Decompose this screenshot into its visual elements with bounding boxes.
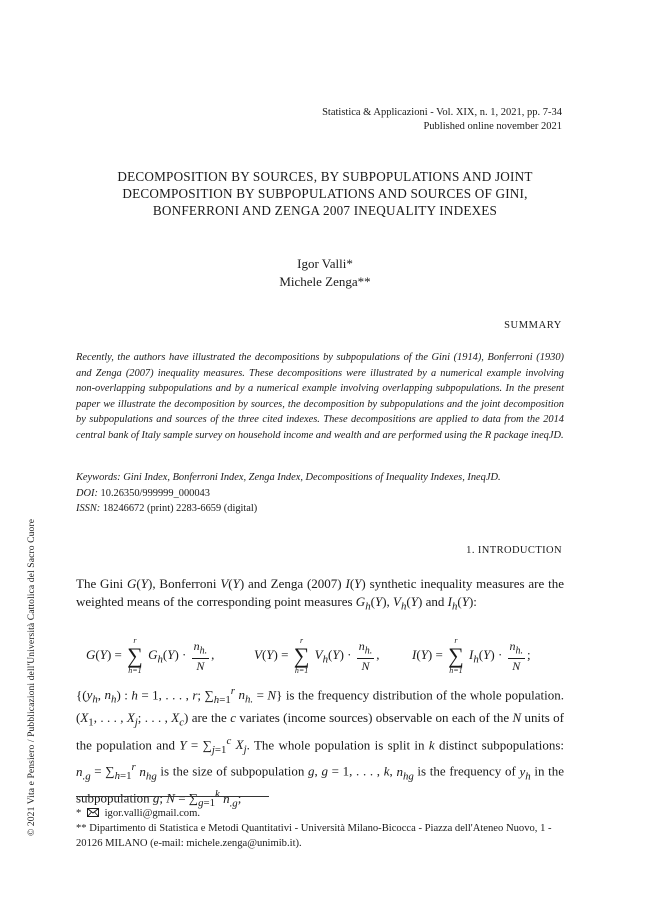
author-2: Michele Zenga**	[279, 274, 371, 289]
paper-title	[60, 168, 590, 219]
summary-heading: SUMMARY	[504, 320, 562, 331]
intro-text: units of the population and	[76, 709, 564, 752]
equation-zenga: I(Y) = r ∑ h=1 $I_h(Y)$ · $\frac{n_{h.}}{N}$ ;	[412, 636, 531, 675]
doi-label: DOI:	[76, 487, 98, 499]
footnotes-block	[76, 806, 566, 851]
intro-text: and Zenga (2007)	[244, 576, 346, 591]
footnote-separator	[76, 796, 269, 797]
section-heading: 1. INTRODUCTION	[466, 545, 562, 556]
authors-block	[0, 255, 650, 291]
math-inline: G	[127, 576, 137, 591]
keywords-value: Gini Index, Bonferroni Index, Zenga Index, Decompositions of Inequality Indexes, IneqJD.	[123, 472, 501, 483]
equation-gini: G(Y) = r ∑ h=1 $G_h(Y)$ · $\frac{n_{h.}}{N}$ ,	[86, 636, 215, 675]
equation-row	[76, 636, 564, 676]
author-1: Igor Valli*	[297, 256, 353, 271]
intro-text: is the size of subpopulation	[156, 763, 309, 779]
envelope-icon	[87, 808, 99, 817]
abstract-text: Recently, the authors have illustrated the decompositions by subpopulations of the Gini (1914), Bonferroni (1930) and Zenga (2007) inequality measures. These decompositions were illustrated by a numerical example involving non-overlapping subpopulations and by a numerical example involving overlapping subpopulations. In the present paper we illustrate the decomposition by sources, the decomposition by subpopulations and the joint decomposition by subpopulations and sources of the three cited indexes. These decompositions are applied to data from the 2014 central bank of Italy sample survey on household income and wealth and are performed using the R package ineqJD.	[76, 352, 564, 441]
intro-text: synthetic inequality measures are the weighted means of the corresponding point measures	[76, 576, 564, 609]
intro-paragraph-2: {($y_h$, $n_h$) : h = 1, . . . , r; $\sum_{h=1}^r$ $n_{h.} = N$} is the frequency distribution of the whole population. ($X_1$, . . . , $X_j$; . . . , $X_c$) are the c variates (income sources) observable on each of the N units of the population and $Y = \sum_{j=1}^c$ $X_j$. The whole population is split in k distinct subpopulations: $n_{.g} = \sum_{h=1}^r$ $n_{hg}$ is the size of subpopulation g, g = 1, . . . , k, $n_{hg}$ is the frequency of $y_h$ in the subpopulation g; $N = \sum_{g=1}^k$ $n_{.g}$;	[76, 685, 565, 810]
equation-bonferroni: V(Y) = r ∑ h=1 $V_h(Y)$ · $\frac{n_{h.}}{N}$ ,	[254, 636, 380, 675]
title-line-1: DECOMPOSITION BY SOURCES, BY SUBPOPULATIONS AND JOINT	[117, 169, 533, 184]
issn-label: ISSN:	[76, 503, 101, 514]
intro-text: variates (income sources) observable on each of the	[235, 709, 513, 725]
intro-text: , Bonferroni	[152, 576, 221, 591]
intro-text: are the	[188, 709, 231, 725]
intro-text: The Gini	[76, 576, 128, 591]
title-line-3: BONFERRONI AND ZENGA 2007 INEQUALITY INDEXES	[152, 203, 498, 218]
intro-text: and	[422, 594, 448, 609]
keywords-line	[76, 470, 576, 486]
intro-paragraph-1: The Gini G(Y), Bonferroni V(Y) and Zenga (2007) I(Y) synthetic inequality measures are the weighted means of the corresponding point measures $G_h(Y)$, $V_h(Y)$ and $I_h(Y)$:	[76, 576, 564, 613]
journal-citation: Statistica & Applicazioni - Vol. XIX, n. 1, 2021, pp. 7-34	[322, 107, 562, 118]
copyright-sidebar: © 2021 Vita e Pensiero / Pubblicazioni dell'Università Cattolica del Sacro Cuore	[26, 518, 37, 836]
metadata-block	[76, 470, 576, 517]
journal-header	[322, 106, 562, 134]
footnote-1-mark: *	[76, 808, 82, 819]
footnote-1-email[interactable]: igor.valli@gmail.com.	[104, 808, 200, 819]
doi-line	[76, 486, 576, 502]
publication-date: Published online november 2021	[423, 121, 562, 132]
intro-text: in the subpopulation	[76, 763, 565, 806]
intro-text: is the frequency distribution of the whole population.	[282, 687, 565, 703]
footnote-2: ** Dipartimento di Statistica e Metodi Quantitativi - Università Milano-Bicocca - Piazza dell'Ateneo Nuovo, 1 - 20126 MILANO (e-mail: michele.zenga@unimib.it).	[76, 823, 552, 849]
doi-value: 10.26350/999999_000043	[100, 487, 210, 499]
issn-value: 18246672 (print) 2283-6659 (digital)	[102, 503, 258, 514]
intro-text: . The whole population is split in	[246, 736, 429, 752]
issn-line	[76, 501, 576, 517]
intro-text: is the frequency of	[413, 763, 520, 779]
footnote-1	[76, 806, 566, 821]
title-line-2: DECOMPOSITION BY SUBPOPULATIONS AND SOURCES OF GINI,	[122, 186, 528, 201]
keywords-label: Keywords:	[76, 472, 121, 483]
intro-text: distinct subpopulations:	[434, 736, 565, 752]
